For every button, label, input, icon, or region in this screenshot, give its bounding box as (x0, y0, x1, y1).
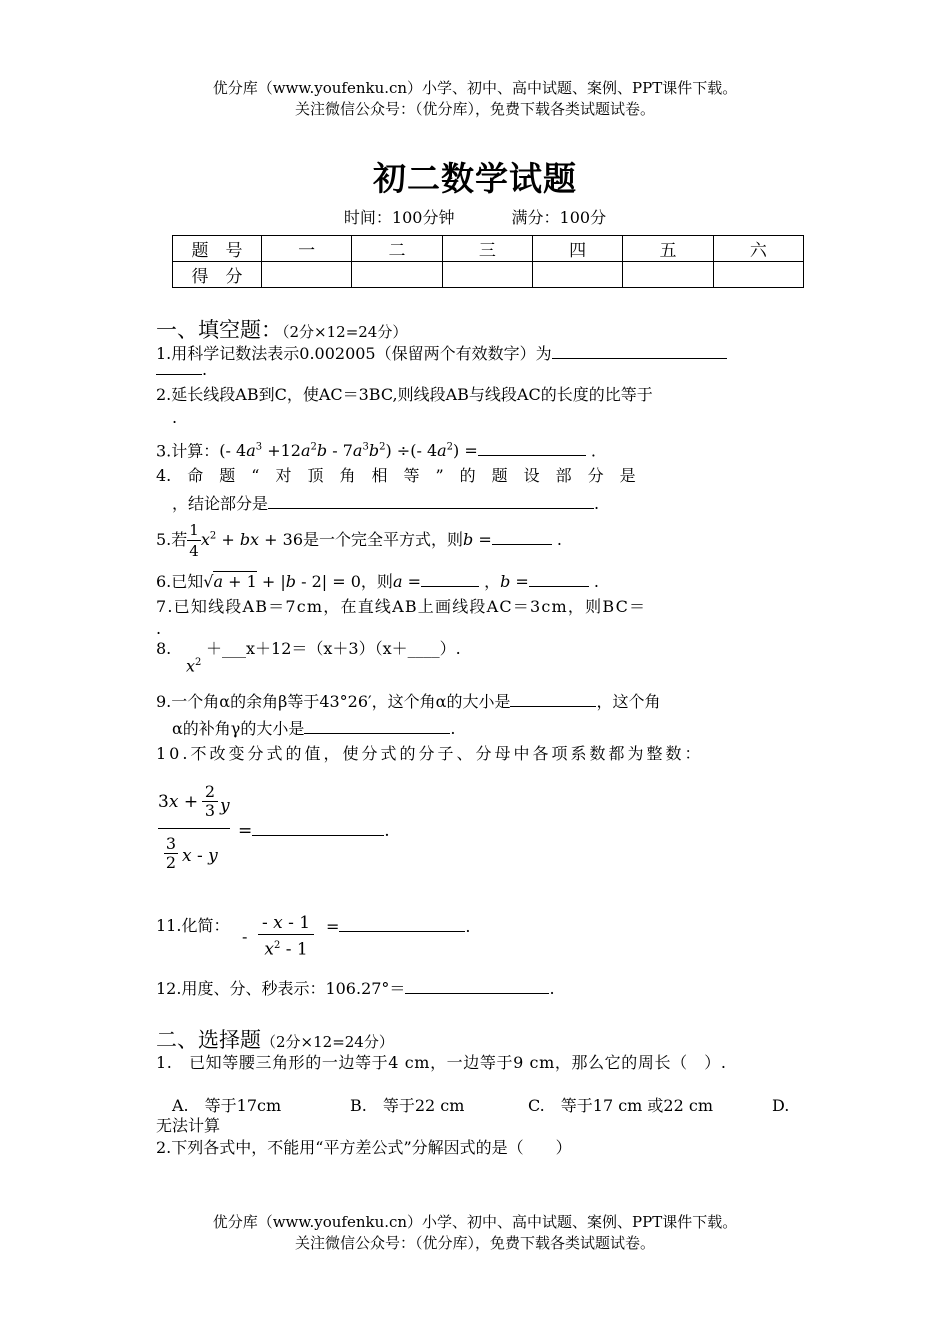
q3-expression: (- $4a^3 +12a^2b - 7a^3b^2$) ÷(- $4a^2$) = (219, 441, 478, 461)
question-2-2: 2.下列各式中，不能用“平方差公式”分解因式的是（ ） (156, 1138, 572, 1157)
answer-blank (405, 977, 549, 994)
question-1-5: 5.若 $\frac{1}{4}$ $x^2$ + bx + 36是一个完全平方式，则b = . (156, 521, 562, 560)
q8-expression: ＋___x＋12＝（x＋3）（x＋____）. (206, 639, 461, 658)
answer-blank (478, 439, 586, 456)
question-1-1 (156, 342, 796, 365)
q9-a: 9.一个角α的余角β等于43°26′，这个角α的大小是 (156, 692, 511, 711)
section1-points: （2分×12=24分） (282, 323, 408, 341)
q3-prefix: 3.计算： (156, 441, 220, 461)
column-header: 四 (532, 236, 622, 262)
question-1-4b: ，结论部分是 . (172, 494, 600, 513)
answer-blank (529, 570, 589, 587)
score-cell (442, 262, 532, 288)
question-1-2: 2.延长线段AB到C，使AC＝3BC,则线段AB与线段AC的长度的比等于 (156, 385, 653, 404)
question-1-9b: α的补角γ的大小是 . (172, 719, 456, 738)
option-d: D. (772, 1096, 790, 1115)
score-table-score-row (173, 262, 804, 288)
footer-line-2: 关注微信公众号：（优分库），免费下载各类试题试卷。 (294, 1234, 655, 1252)
exam-info (0, 205, 950, 228)
row-label-question-number: 题 号 (173, 236, 262, 262)
question-1-3: 3.计算：(- $4a^3 +12a^2b - 7a^3b^2$) ÷(- $4a^2$) = . (156, 441, 596, 461)
answer-blank (492, 528, 552, 545)
q1-text: 1.用科学记数法表示0.002005（保留两个有效数字）为 (156, 344, 552, 363)
question-1-12: 12.用度、分、秒表示：106.27°＝ . (156, 979, 555, 998)
section2-title: 二、选择题 (156, 1028, 261, 1052)
question-1-11 (156, 915, 229, 937)
q4-b-text: ，结论部分是 (172, 494, 269, 513)
column-header: 六 (713, 236, 803, 262)
time-label: 时间：100分钟 (343, 208, 455, 227)
question-1-8 (156, 638, 171, 660)
question-1-9a (156, 690, 796, 713)
column-header: 二 (352, 236, 442, 262)
column-header: 五 (623, 236, 713, 262)
q5-mid: 是一个完全平方式，则 (303, 530, 464, 549)
answer-blank (339, 915, 465, 932)
score-table-header-row (173, 236, 804, 262)
answer-blank (421, 570, 479, 587)
fraction-one-quarter: $\frac{1}{4}$ (189, 521, 199, 560)
question-1-10: 10.不改变分式的值，使分式的分子、分母中各项系数都为整数： (156, 744, 704, 763)
question-1-6: 6.已知√a + 1 + |b - 2| = 0，则a = ，b = . (156, 572, 599, 591)
row-label-score: 得 分 (173, 262, 262, 288)
option-d-continued: 无法计算 (156, 1116, 221, 1135)
option-b: B. 等于22 cm (350, 1096, 465, 1115)
q6-prefix: 6.已知 (156, 572, 204, 591)
score-cell (262, 262, 352, 288)
answer-blank (510, 690, 596, 707)
header-line-1: 优分库（www.youfenku.cn）小学、初中、高中试题、案例、PPT课件下载。 (212, 79, 738, 97)
footer-line-1: 优分库（www.youfenku.cn）小学、初中、高中试题、案例、PPT课件下载。 (212, 1213, 738, 1231)
section1-title: 一、填空题： (156, 318, 282, 342)
question-2-1: 1. 已知等腰三角形的一边等于4 cm，一边等于9 cm，那么它的周长（ ）. (156, 1053, 727, 1072)
section2-heading (156, 1024, 394, 1054)
q8-prefix: 8. (156, 639, 172, 658)
q2-end: . (172, 408, 178, 427)
q6-mid: ，则 (360, 572, 393, 591)
answer-blank (156, 358, 202, 375)
q5-expression: x (200, 530, 210, 549)
score-cell (713, 262, 803, 288)
q5-prefix: 5.若 (156, 530, 188, 549)
q11-prefix: 11.化简： (156, 916, 230, 935)
column-header: 三 (442, 236, 532, 262)
option-c: C. 等于17 cm 或22 cm (528, 1096, 714, 1115)
column-header: 一 (262, 236, 352, 262)
q8-x-squared: $x^2$ (186, 656, 202, 676)
q1-blank-cont: . (156, 358, 207, 381)
option-a: A. 等于17cm (172, 1096, 282, 1115)
q7-end: . (156, 619, 162, 638)
answer-blank (552, 342, 727, 359)
section2-points: （2分×12=24分） (261, 1033, 394, 1051)
score-cell (623, 262, 713, 288)
answer-blank (268, 492, 594, 509)
score-table (172, 235, 804, 288)
question-1-4a: 4. 命 题 “ 对 顶 角 相 等 ” 的 题 设 部 分 是 (156, 466, 636, 485)
q6-expression: √a + 1 + |b - 2| = 0 (203, 572, 361, 591)
question-1-7: 7.已知线段AB＝7cm，在直线AB上画线段AC＝3cm，则BC＝ (156, 597, 647, 616)
score-cell (532, 262, 622, 288)
page-title: 初二数学试题 (373, 159, 577, 198)
header-line-2: 关注微信公众号：（优分库），免费下载各类试题试卷。 (294, 100, 655, 118)
answer-blank (252, 819, 384, 836)
q9-c: α的补角γ的大小是 (172, 719, 305, 738)
answer-blank (304, 717, 450, 734)
score-cell (352, 262, 442, 288)
score-label: 满分：100分 (511, 208, 607, 227)
q9-b: ，这个角 (596, 692, 661, 711)
section1-heading (156, 314, 407, 344)
q12-text: 12.用度、分、秒表示：106.27°＝ (156, 979, 406, 998)
